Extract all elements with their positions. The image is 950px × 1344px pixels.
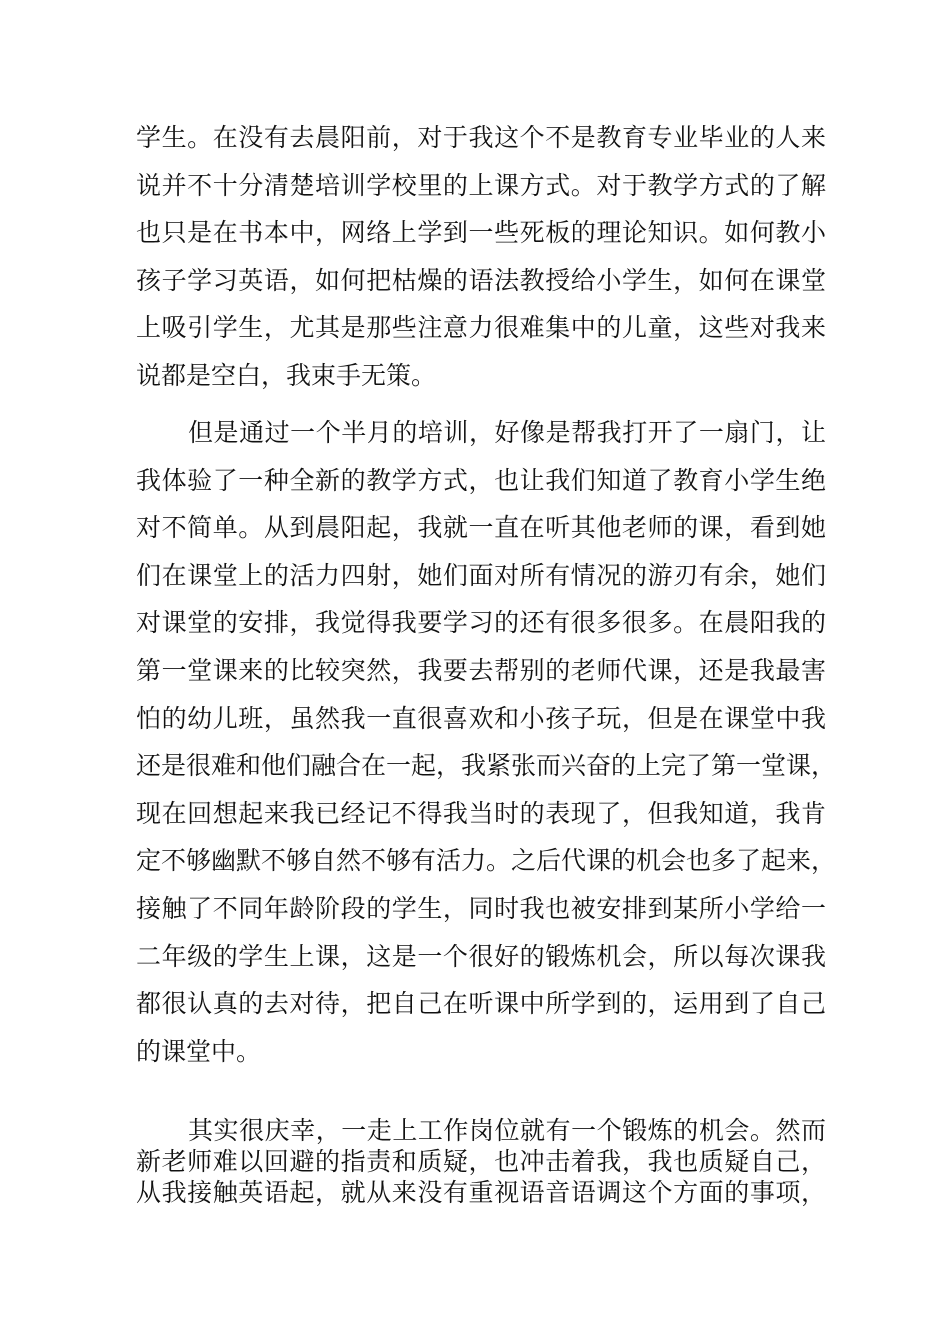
paragraph-1 bbox=[136, 114, 826, 400]
text-line: 但是通过一个半月的培训，好像是帮我打开了一扇门，让 bbox=[188, 418, 826, 447]
paragraph-2 bbox=[136, 409, 837, 1075]
text-line: 对不简单。从到晨阳起，我就一直在听其他老师的课，看到她 bbox=[136, 513, 826, 543]
text-line: 我体验了一种全新的教学方式，也让我们知道了教育小学生绝 bbox=[136, 465, 826, 495]
text-line: 还是很难和他们融合在一起，我紧张而兴奋的上完了第一堂课， bbox=[136, 751, 837, 781]
text-line: 现在回想起来我已经记不得我当时的表现了，但我知道，我肯 bbox=[136, 798, 826, 828]
text-line: 都很认真的去对待，把自己在听课中所学到的，运用到了自己 bbox=[136, 989, 826, 1019]
text-line: 第一堂课来的比较突然，我要去帮别的老师代课，还是我最害 bbox=[136, 655, 826, 685]
text-line: 对课堂的安排，我觉得我要学习的还有很多很多。在晨阳我的 bbox=[136, 608, 826, 638]
text-line: 也只是在书本中，网络上学到一些死板的理论知识。如何教小 bbox=[136, 218, 826, 248]
text-line: 说都是空白，我束手无策。 bbox=[136, 360, 437, 390]
text-line: 孩子学习英语，如何把枯燥的语法教授给小学生，如何在课堂 bbox=[136, 265, 826, 295]
text-line: 接触了不同年龄阶段的学生，同时我也被安排到某所小学给一 bbox=[136, 893, 826, 923]
text-line: 学生。在没有去晨阳前，对于我这个不是教育专业毕业的人来 bbox=[136, 123, 826, 152]
text-line: 二年级的学生上课，这是一个很好的锻炼机会，所以每次课我 bbox=[136, 941, 826, 971]
text-line: 说并不十分清楚培训学校里的上课方式。对于教学方式的了解 bbox=[136, 170, 826, 200]
text-line: 怕的幼儿班，虽然我一直很喜欢和小孩子玩，但是在课堂中我 bbox=[136, 703, 826, 733]
text-line: 的课堂中。 bbox=[136, 1036, 262, 1066]
text-line: 们在课堂上的活力四射，她们面对所有情况的游刃有余，她们 bbox=[136, 560, 826, 590]
text-line: 从我接触英语起，就从来没有重视语音语调这个方面的事项， bbox=[136, 1178, 826, 1207]
text-line: 其实很庆幸，一走上工作岗位就有一个锻炼的机会。然而 bbox=[188, 1116, 826, 1145]
text-line: 新老师难以回避的指责和质疑，也冲击着我，我也质疑自己， bbox=[136, 1147, 826, 1176]
text-line: 定不够幽默不够自然不够有活力。之后代课的机会也多了起来， bbox=[136, 846, 837, 876]
text-line: 上吸引学生，尤其是那些注意力很难集中的儿童，这些对我来 bbox=[136, 313, 826, 343]
paragraph-3 bbox=[136, 1115, 826, 1208]
